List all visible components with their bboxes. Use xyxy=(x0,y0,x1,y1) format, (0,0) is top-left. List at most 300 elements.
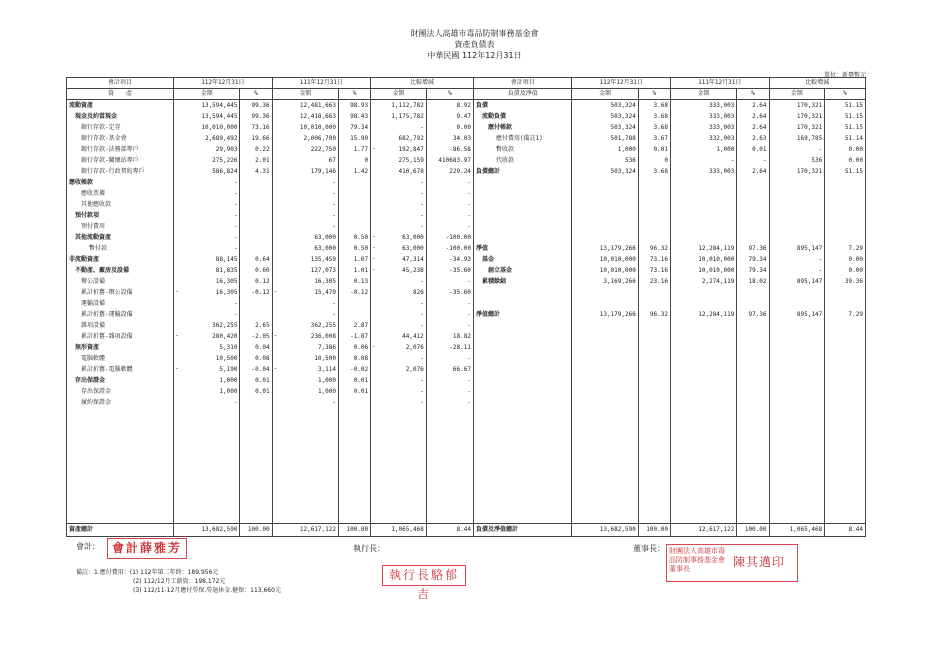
asset-value xyxy=(240,188,272,199)
asset-value xyxy=(339,397,371,408)
table-row xyxy=(67,386,866,397)
liability-value xyxy=(670,199,736,210)
liability-value xyxy=(737,331,769,342)
liability-value: 73.16 xyxy=(638,265,670,276)
executive-seal: 執行長駱郁吉 xyxy=(382,565,466,586)
liability-value xyxy=(737,199,769,210)
liability-value xyxy=(638,375,670,386)
liability-value xyxy=(737,353,769,364)
liability-value xyxy=(825,375,866,386)
asset-value: 1,000 xyxy=(272,386,338,397)
asset-value: 1.77 xyxy=(339,144,371,155)
minus-marker: - xyxy=(273,365,278,372)
liability-value: 895,147 xyxy=(769,276,825,287)
asset-value: 1.42 xyxy=(339,166,371,177)
liability-value xyxy=(769,331,825,342)
table-row xyxy=(67,353,866,364)
liability-value: 39.36 xyxy=(825,276,866,287)
liability-value xyxy=(572,375,638,386)
liability-value xyxy=(670,221,736,232)
liability-value: 0.00 xyxy=(825,265,866,276)
header-amount: 金額 xyxy=(174,89,240,100)
asset-value: 222,750 xyxy=(272,144,338,155)
liability-value xyxy=(670,342,736,353)
table-row xyxy=(67,144,866,155)
spacer-cell xyxy=(572,408,638,524)
liability-value xyxy=(670,397,736,408)
liability-value xyxy=(825,397,866,408)
liability-account-name: 負債 xyxy=(473,100,572,112)
liability-value xyxy=(572,320,638,331)
asset-value: - xyxy=(174,298,240,309)
header-date-2022: 111年12月31日 xyxy=(272,78,371,89)
asset-account-name: 銀行存款-定存 xyxy=(67,122,174,133)
assets-total-value: 1,065,468 xyxy=(371,524,427,537)
liability-account-name xyxy=(473,298,572,309)
asset-value: 0.60 xyxy=(240,265,272,276)
liability-value: 73.16 xyxy=(638,254,670,265)
liability-value xyxy=(670,364,736,375)
asset-value: -86.58 xyxy=(426,144,473,155)
asset-account-name: 應收帳款 xyxy=(67,177,174,188)
liability-value xyxy=(769,210,825,221)
liability-value: 97.36 xyxy=(737,309,769,320)
table-row xyxy=(67,221,866,232)
liability-account-name xyxy=(473,188,572,199)
liability-value xyxy=(572,188,638,199)
executive-label: 執行長： xyxy=(353,544,385,553)
liability-value: 536 xyxy=(572,155,638,166)
liability-value xyxy=(769,375,825,386)
liability-account-name xyxy=(473,287,572,298)
asset-value xyxy=(240,397,272,408)
liability-account-name: 暫收款 xyxy=(473,144,572,155)
liability-value: 333,003 xyxy=(670,100,736,112)
asset-value xyxy=(240,177,272,188)
asset-account-name: 辦公設備 xyxy=(67,276,174,287)
liability-value: 51.15 xyxy=(825,100,866,112)
liability-value xyxy=(572,221,638,232)
liability-value: 503,324 xyxy=(572,122,638,133)
asset-value: - xyxy=(272,397,338,408)
table-row xyxy=(67,254,866,265)
liability-value: 7.29 xyxy=(825,309,866,320)
note-line-1: 備註：1.應付費用：(1) 112年第二年終：189,956元 xyxy=(76,569,219,576)
liability-value: 51.15 xyxy=(825,111,866,122)
header-date-2023: 112年12月31日 xyxy=(174,78,273,89)
liability-value xyxy=(825,221,866,232)
asset-value: - xyxy=(174,397,240,408)
asset-account-name: 電腦軟體 xyxy=(67,353,174,364)
liability-value xyxy=(825,199,866,210)
asset-account-name: 累計折舊-電腦軟體 xyxy=(67,364,174,375)
asset-account-name: 現金及約當現金 xyxy=(67,111,174,122)
asset-account-name: 銀行存款-法務部專戶 xyxy=(67,144,174,155)
asset-value xyxy=(339,210,371,221)
asset-value-negative: 5,190 - xyxy=(174,364,240,375)
liability-value: 10,010,000 xyxy=(572,265,638,276)
asset-value-negative: 192,847 - xyxy=(371,144,427,155)
asset-value: -0.12 xyxy=(240,287,272,298)
asset-value: 0.13 xyxy=(339,276,371,287)
liability-value: - xyxy=(769,265,825,276)
chairman-seal-name: 陳其邁印 xyxy=(733,555,786,569)
asset-value: 2.65 xyxy=(240,320,272,331)
asset-value xyxy=(240,221,272,232)
liability-value xyxy=(737,364,769,375)
asset-value: - xyxy=(426,386,473,397)
liability-value xyxy=(670,188,736,199)
asset-value: 16,305 xyxy=(174,276,240,287)
liability-value xyxy=(572,386,638,397)
asset-value: 98.43 xyxy=(339,111,371,122)
liability-value xyxy=(825,232,866,243)
asset-value: 10,500 xyxy=(272,353,338,364)
asset-account-name: 存出保證金 xyxy=(67,375,174,386)
asset-value: 275,159 xyxy=(371,155,427,166)
liability-value xyxy=(638,342,670,353)
assets-total-value: 13,682,590 xyxy=(174,524,240,537)
table-row xyxy=(67,287,866,298)
asset-account-name: 預付款項 xyxy=(67,210,174,221)
liability-account-name xyxy=(473,331,572,342)
asset-value: 7,386 xyxy=(272,342,338,353)
liability-value: - xyxy=(769,254,825,265)
liability-account-name xyxy=(473,199,572,210)
liability-value: 51.14 xyxy=(825,133,866,144)
liability-value xyxy=(825,287,866,298)
asset-value: -0.12 xyxy=(339,287,371,298)
asset-value: 8.92 xyxy=(426,100,473,112)
asset-value xyxy=(240,298,272,309)
asset-value: - xyxy=(371,188,427,199)
asset-value: 0.50 xyxy=(339,232,371,243)
asset-value: - xyxy=(371,210,427,221)
liability-account-name xyxy=(473,177,572,188)
asset-value-negative: 16,305 - xyxy=(174,287,240,298)
assets-total-value: 100.00 xyxy=(339,524,371,537)
asset-value: 410683.97 xyxy=(426,155,473,166)
table-row xyxy=(67,210,866,221)
liability-value xyxy=(769,232,825,243)
organization-name: 財團法人高雄市毒品防制事務基金會 xyxy=(410,29,539,38)
spacer-cell xyxy=(670,408,736,524)
liability-value xyxy=(638,210,670,221)
spacer-cell xyxy=(638,408,670,524)
liability-value xyxy=(769,353,825,364)
liability-value: 169,785 xyxy=(769,133,825,144)
liability-value xyxy=(638,320,670,331)
asset-value: 88,145 xyxy=(174,254,240,265)
spacer-row xyxy=(67,408,866,524)
asset-account-name: 預付費用 xyxy=(67,221,174,232)
liability-value: 895,147 xyxy=(769,309,825,320)
table-row xyxy=(67,397,866,408)
header-percent: % xyxy=(426,89,473,100)
liability-value: 2.64 xyxy=(737,166,769,177)
asset-value: 10,500 xyxy=(174,353,240,364)
asset-value: 13,594,445 xyxy=(174,111,240,122)
accountant-seal: 會計薛雅芳 xyxy=(107,538,187,559)
liability-value xyxy=(825,188,866,199)
liability-value: 170,321 xyxy=(769,166,825,177)
liability-value xyxy=(572,232,638,243)
asset-value: 2.87 xyxy=(339,320,371,331)
asset-value: 0.00 xyxy=(426,122,473,133)
asset-value: - xyxy=(371,221,427,232)
header-row-dates xyxy=(67,78,866,89)
table-row xyxy=(67,342,866,353)
spacer-cell xyxy=(174,408,240,524)
asset-value: 275,226 xyxy=(174,155,240,166)
liability-value: 3.67 xyxy=(638,133,670,144)
asset-value xyxy=(240,199,272,210)
asset-value: 0.06 xyxy=(339,342,371,353)
liability-value xyxy=(670,210,736,221)
spacer-cell xyxy=(272,408,338,524)
liability-value: 3.68 xyxy=(638,100,670,112)
liability-value: 79.34 xyxy=(737,265,769,276)
liability-value xyxy=(572,177,638,188)
asset-value: - xyxy=(426,199,473,210)
asset-value-negative: 63,000 - xyxy=(371,243,427,254)
asset-value-negative: 3,114 - xyxy=(272,364,338,375)
spacer-cell xyxy=(737,408,769,524)
header-percent: % xyxy=(339,89,371,100)
liability-account-name: 淨值總計 xyxy=(473,309,572,320)
asset-value: 19.66 xyxy=(240,133,272,144)
asset-value: 9.47 xyxy=(426,111,473,122)
asset-value-negative: 15,470 - xyxy=(272,287,338,298)
asset-value: - xyxy=(174,232,240,243)
liability-account-name: 應付費用(備註1) xyxy=(473,133,572,144)
liability-value xyxy=(638,397,670,408)
note-line-3: (3) 112/11-12月應付勞保.勞退休金.健保：113,660元 xyxy=(133,587,281,594)
asset-value: 10,010,000 xyxy=(272,122,338,133)
liability-value xyxy=(825,342,866,353)
liability-value: 96.32 xyxy=(638,243,670,254)
asset-value: 2,006,700 xyxy=(272,133,338,144)
asset-value: 2,689,492 xyxy=(174,133,240,144)
liability-value xyxy=(638,177,670,188)
report-title: 資產負債表 xyxy=(454,40,495,49)
liability-value xyxy=(737,342,769,353)
header-account: 會計項目 xyxy=(473,78,572,89)
asset-value: -35.60 xyxy=(426,287,473,298)
chairman-label: 董事長： xyxy=(633,544,665,553)
asset-account-name: 累計折舊-辦公設備 xyxy=(67,287,174,298)
asset-value xyxy=(339,221,371,232)
spacer-cell xyxy=(240,408,272,524)
table-row xyxy=(67,298,866,309)
asset-value: 99.36 xyxy=(240,111,272,122)
liability-value xyxy=(670,232,736,243)
header-liabilities: 負債及淨值 xyxy=(473,89,572,100)
asset-account-name: 非流動資產 xyxy=(67,254,174,265)
asset-value: - xyxy=(174,243,240,254)
liabilities-equity-total-value: 13,682,590 xyxy=(572,524,638,537)
liability-account-name xyxy=(473,210,572,221)
liability-account-name: 代收款 xyxy=(473,155,572,166)
liability-value: 2.64 xyxy=(737,111,769,122)
liability-value: 18.02 xyxy=(737,276,769,287)
liability-value xyxy=(638,221,670,232)
liability-value: 0.01 xyxy=(737,144,769,155)
liability-value xyxy=(769,199,825,210)
header-percent: % xyxy=(240,89,272,100)
table-row xyxy=(67,133,866,144)
minus-marker: - xyxy=(372,255,376,262)
minus-marker: - xyxy=(175,288,179,295)
asset-value: -100.00 xyxy=(426,243,473,254)
asset-value: 0 xyxy=(339,155,371,166)
asset-value: 1,000 xyxy=(174,375,240,386)
table-row xyxy=(67,309,866,320)
liability-value: 333,003 xyxy=(670,166,736,177)
liability-value xyxy=(670,320,736,331)
liability-value xyxy=(572,287,638,298)
asset-value: - xyxy=(272,177,338,188)
liabilities-equity-total-label: 負債及淨值總計 xyxy=(473,524,572,537)
asset-value: 63,000 xyxy=(272,243,338,254)
liability-value: 333,003 xyxy=(670,122,736,133)
header-percent: % xyxy=(825,89,866,100)
chairman-seal-org: 財團法人高雄市毒品防制事務基金會董事長 xyxy=(669,547,725,573)
minus-marker: - xyxy=(175,332,179,339)
asset-value: -100.00 xyxy=(426,232,473,243)
asset-account-name: 運輸設備 xyxy=(67,298,174,309)
asset-value: 135,459 xyxy=(272,254,338,265)
liability-account-name xyxy=(473,342,572,353)
assets-total-label: 資產總計 xyxy=(67,524,174,537)
asset-value: 66.67 xyxy=(426,364,473,375)
asset-value xyxy=(339,199,371,210)
asset-account-name: 流動資產 xyxy=(67,100,174,112)
liability-value xyxy=(638,353,670,364)
table-row xyxy=(67,320,866,331)
spacer-cell xyxy=(67,408,174,524)
liabilities-equity-total-value: 100.00 xyxy=(737,524,769,537)
liability-account-name: 累積餘絀 xyxy=(473,276,572,287)
asset-value: - xyxy=(426,210,473,221)
liability-value: 51.15 xyxy=(825,122,866,133)
asset-value: 0.12 xyxy=(240,276,272,287)
liability-value xyxy=(572,298,638,309)
liability-value: 170,321 xyxy=(769,111,825,122)
asset-value: -0.04 xyxy=(240,364,272,375)
liability-value xyxy=(825,177,866,188)
asset-value: - xyxy=(272,221,338,232)
minus-marker: - xyxy=(273,332,278,339)
asset-value: 18.82 xyxy=(426,331,473,342)
asset-value: 81,835 xyxy=(174,265,240,276)
asset-value: 79.34 xyxy=(339,122,371,133)
asset-value: -35.60 xyxy=(426,265,473,276)
liability-value xyxy=(670,287,736,298)
asset-value: - xyxy=(174,309,240,320)
asset-value: - xyxy=(272,298,338,309)
liability-value xyxy=(670,177,736,188)
asset-value: -28.11 xyxy=(426,342,473,353)
asset-value: 0.01 xyxy=(339,375,371,386)
asset-value xyxy=(339,309,371,320)
asset-value: 1,000 xyxy=(174,386,240,397)
liability-value xyxy=(572,364,638,375)
spacer-cell xyxy=(473,408,572,524)
asset-value: 1,000 xyxy=(272,375,338,386)
header-date-2022: 111年12月31日 xyxy=(670,78,769,89)
asset-value: 0.01 xyxy=(240,375,272,386)
liability-value xyxy=(737,287,769,298)
liability-value: 12,284,119 xyxy=(670,243,736,254)
asset-value: 127,073 xyxy=(272,265,338,276)
liability-value xyxy=(572,353,638,364)
asset-account-name: 不動產、廠房及設備 xyxy=(67,265,174,276)
asset-value: 1,112,782 xyxy=(371,100,427,112)
liability-value xyxy=(572,331,638,342)
asset-value: 73.16 xyxy=(240,122,272,133)
asset-value: 826 xyxy=(371,287,427,298)
header-date-2023: 112年12月31日 xyxy=(572,78,671,89)
asset-value: - xyxy=(371,375,427,386)
header-percent: % xyxy=(638,89,670,100)
liability-value: 23.16 xyxy=(638,276,670,287)
liability-value xyxy=(572,199,638,210)
liability-value: - xyxy=(670,155,736,166)
asset-value: 15.90 xyxy=(339,133,371,144)
liability-value: 1,000 xyxy=(670,144,736,155)
liability-account-name: 淨值 xyxy=(473,243,572,254)
liability-account-name: 創立基金 xyxy=(473,265,572,276)
asset-value xyxy=(240,309,272,320)
liability-value xyxy=(825,298,866,309)
liability-value: 3,169,266 xyxy=(572,276,638,287)
asset-value: - xyxy=(426,309,473,320)
liability-value: 2.63 xyxy=(737,133,769,144)
header-account: 會計項目 xyxy=(67,78,174,89)
liability-value xyxy=(769,298,825,309)
table-row xyxy=(67,243,866,254)
liability-account-name xyxy=(473,364,572,375)
liability-value xyxy=(769,397,825,408)
liability-value: 2.64 xyxy=(737,122,769,133)
asset-value: - xyxy=(371,353,427,364)
asset-value: - xyxy=(272,210,338,221)
asset-value: - xyxy=(371,122,427,133)
liability-value xyxy=(572,342,638,353)
liability-value xyxy=(638,298,670,309)
liability-value: 12,284,119 xyxy=(670,309,736,320)
asset-account-name: 銀行存款-行政契約專戶 xyxy=(67,166,174,177)
liability-value xyxy=(670,331,736,342)
table-row xyxy=(67,232,866,243)
accountant-label: 會計： xyxy=(76,542,100,551)
asset-value: - xyxy=(371,386,427,397)
table-row xyxy=(67,364,866,375)
asset-value: - xyxy=(426,353,473,364)
asset-account-name: 銀行存款-基金會 xyxy=(67,133,174,144)
asset-value: - xyxy=(371,397,427,408)
liability-account-name xyxy=(473,320,572,331)
liability-value: 13,179,266 xyxy=(572,243,638,254)
liability-account-name: 負債總計 xyxy=(473,166,572,177)
asset-value: -2.05 xyxy=(240,331,272,342)
table-row xyxy=(67,276,866,287)
header-amount: 金額 xyxy=(670,89,736,100)
asset-value: 0.64 xyxy=(240,254,272,265)
asset-value: 29,903 xyxy=(174,144,240,155)
asset-value: - xyxy=(174,210,240,221)
